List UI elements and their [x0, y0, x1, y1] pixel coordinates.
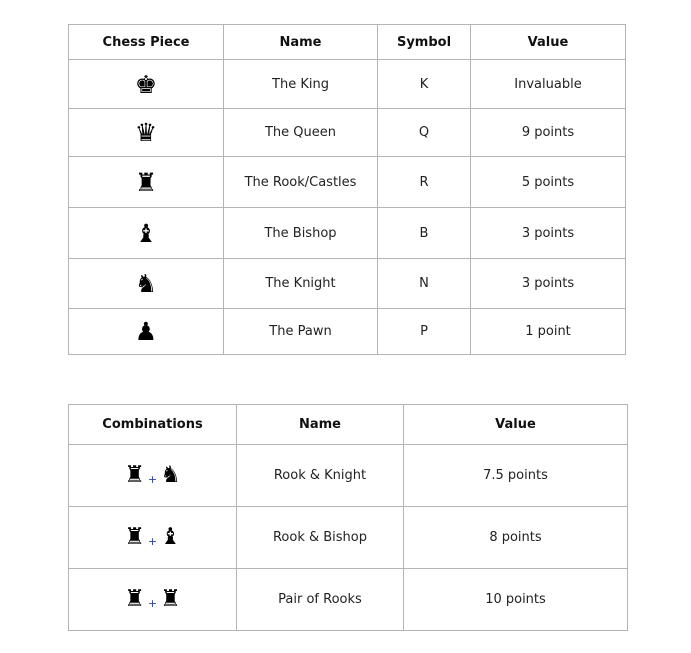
black-rook-icon: ♜ [124, 524, 145, 550]
column-header-name: Name [237, 405, 404, 445]
piece-icon-cell [69, 309, 224, 355]
combination-name: Rook & Bishop [237, 507, 404, 569]
piece-icon-cell [69, 259, 224, 309]
black-bishop-icon: ♝ [134, 218, 158, 248]
piece-value: 3 points [471, 208, 626, 259]
piece-symbol: P [378, 309, 471, 355]
black-king-icon: ♚ [134, 69, 158, 99]
combinations-table [68, 404, 628, 631]
combination-name: Rook & Knight [237, 445, 404, 507]
combination-value: 8 points [404, 507, 628, 569]
piece-symbol: K [378, 60, 471, 109]
piece-symbol: B [378, 208, 471, 259]
plus-sign: + [147, 535, 158, 548]
piece-value: 1 point [471, 309, 626, 355]
combination-icons-cell [69, 569, 237, 631]
black-rook-icon: ♜ [124, 586, 145, 612]
combination-name: Pair of Rooks [237, 569, 404, 631]
column-header-name: Name [224, 25, 378, 60]
table-header-row [69, 25, 626, 60]
piece-icon-cell [69, 60, 224, 109]
black-rook-icon: ♜ [124, 462, 145, 488]
piece-name: The King [224, 60, 378, 109]
table-row [69, 569, 628, 631]
table-row [69, 445, 628, 507]
piece-icon-cell [69, 208, 224, 259]
black-bishop-icon: ♝ [160, 524, 181, 550]
column-header-chess-piece: Chess Piece [69, 25, 224, 60]
piece-icon-cell [69, 157, 224, 208]
column-header-combinations: Combinations [69, 405, 237, 445]
table-row [69, 208, 626, 259]
combination-value: 7.5 points [404, 445, 628, 507]
black-rook-icon: ♜ [134, 167, 158, 197]
black-pawn-icon: ♟ [134, 317, 158, 346]
table-row [69, 259, 626, 309]
piece-name: The Rook/Castles [224, 157, 378, 208]
black-knight-icon: ♞ [134, 269, 158, 298]
table-row [69, 60, 626, 109]
combination-icons-cell [69, 445, 237, 507]
piece-name: The Bishop [224, 208, 378, 259]
column-header-symbol: Symbol [378, 25, 471, 60]
black-queen-icon: ♛ [134, 118, 158, 147]
piece-icon-cell [69, 109, 224, 157]
piece-value: 3 points [471, 259, 626, 309]
black-rook-icon: ♜ [160, 586, 181, 612]
piece-symbol: Q [378, 109, 471, 157]
plus-sign: + [147, 597, 158, 610]
table-row [69, 109, 626, 157]
combination-icons-cell [69, 507, 237, 569]
piece-value: 5 points [471, 157, 626, 208]
piece-symbol: R [378, 157, 471, 208]
column-header-value: Value [404, 405, 628, 445]
table-row [69, 157, 626, 208]
piece-symbol: N [378, 259, 471, 309]
column-header-value: Value [471, 25, 626, 60]
chess-pieces-table [68, 24, 626, 355]
piece-name: The Pawn [224, 309, 378, 355]
table-row [69, 309, 626, 355]
piece-value: 9 points [471, 109, 626, 157]
combination-value: 10 points [404, 569, 628, 631]
black-knight-icon: ♞ [160, 462, 181, 488]
table-row [69, 507, 628, 569]
plus-sign: + [147, 473, 158, 486]
table-header-row [69, 405, 628, 445]
piece-name: The Knight [224, 259, 378, 309]
piece-value: Invaluable [471, 60, 626, 109]
piece-name: The Queen [224, 109, 378, 157]
